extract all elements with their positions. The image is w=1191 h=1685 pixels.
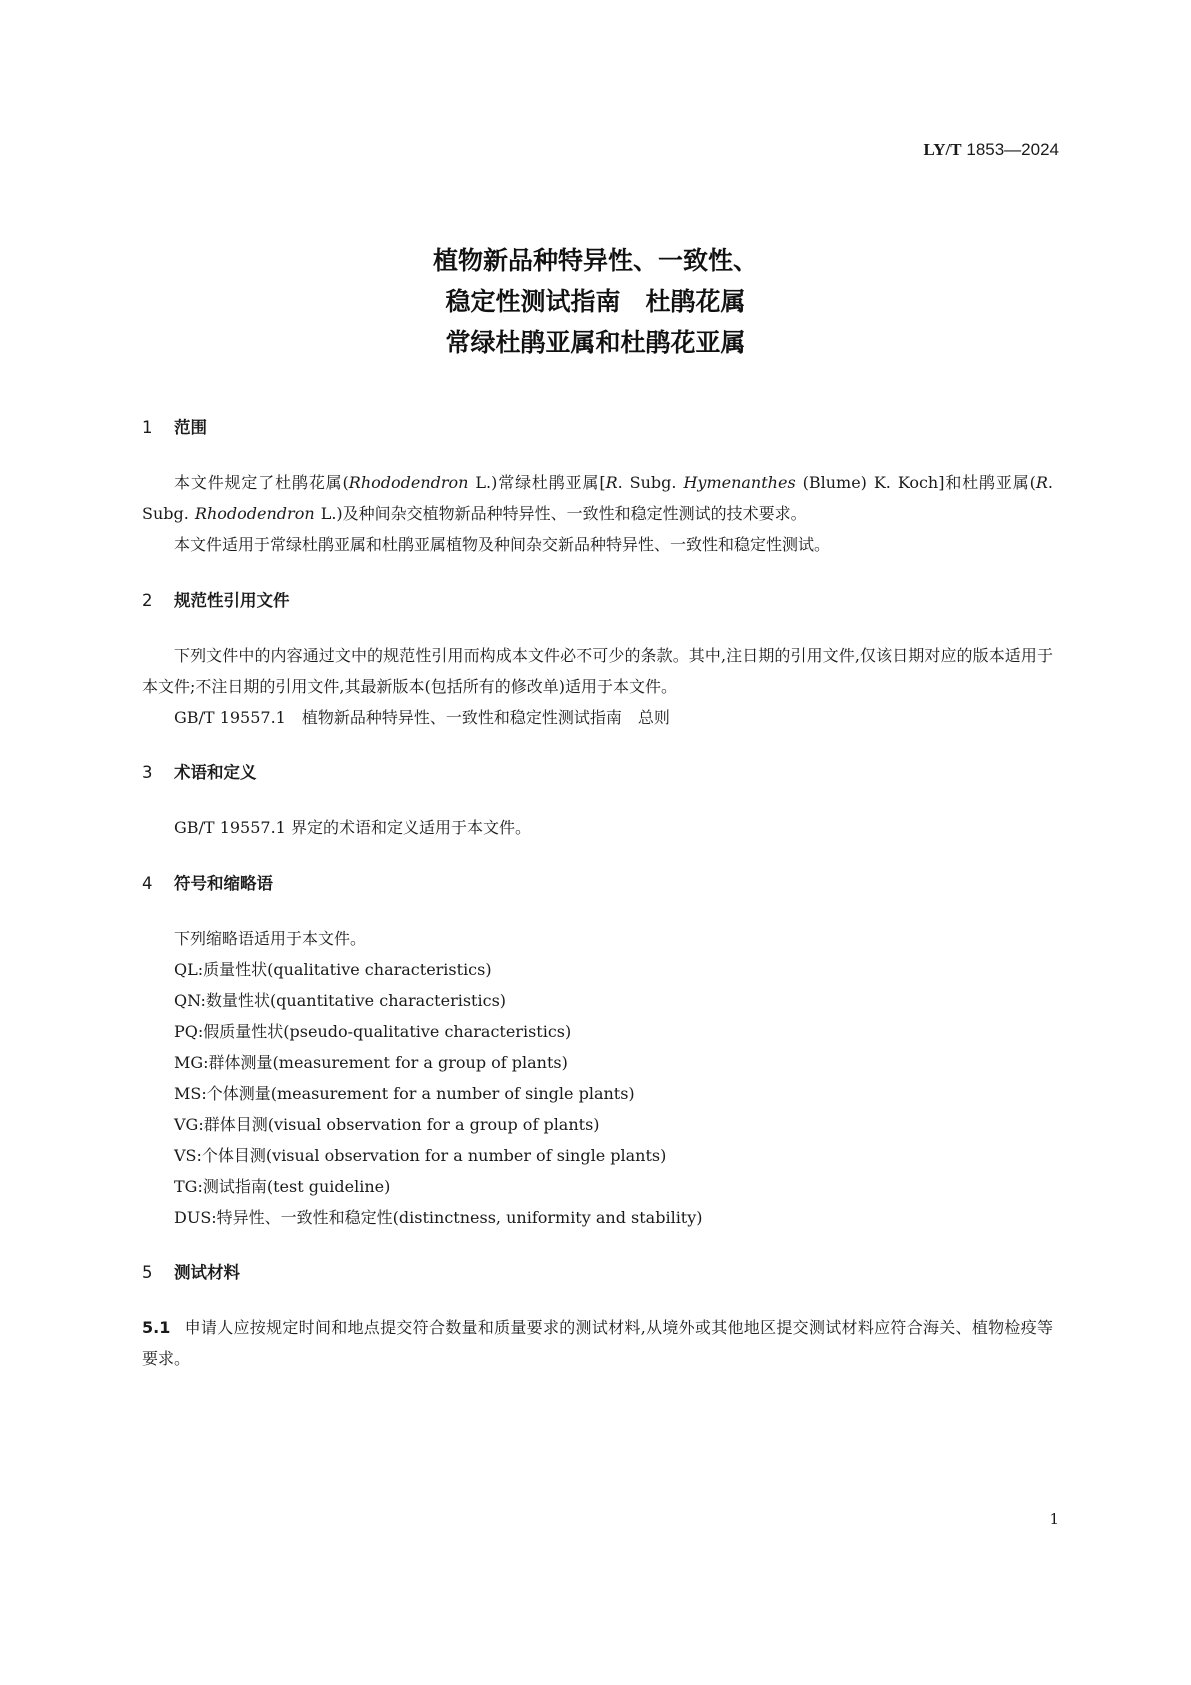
title-line-2: 稳定性测试指南 杜鹃花属 xyxy=(445,287,746,316)
section-title: 术语和定义 xyxy=(174,763,257,782)
text-run: L.)及种间杂交植物新品种特异性、一致性和稳定性测试的技术要求。 xyxy=(314,504,807,523)
text-run: (Blume) K. Koch]和杜鹃亚属( xyxy=(795,473,1036,492)
genus-abbrev: R xyxy=(605,473,618,492)
abbreviation-item: TG:测试指南(test guideline) xyxy=(174,1177,391,1196)
page-number: 1 xyxy=(1049,1510,1059,1528)
section-number: 1 xyxy=(142,418,153,437)
terms-definitions-paragraph: GB/T 19557.1 界定的术语和定义适用于本文件。 xyxy=(174,818,531,837)
section-2-heading xyxy=(142,588,1053,614)
subgenus-name: Rhododendron xyxy=(194,504,315,523)
clause-number: 5.1 xyxy=(142,1318,171,1337)
standard-code xyxy=(924,140,1060,160)
document-body xyxy=(142,415,1053,1374)
section-title: 规范性引用文件 xyxy=(174,591,290,610)
section-1-heading xyxy=(142,415,1053,441)
standard-code-prefix: LY/T xyxy=(923,140,962,159)
abbreviation-item: MS:个体测量(measurement for a number of single plants) xyxy=(174,1084,635,1103)
standard-code-number: 1853—2024 xyxy=(966,140,1059,159)
abbreviation-item: DUS:特异性、一致性和稳定性(distinctness, uniformity and stability) xyxy=(174,1208,703,1227)
text-run: . Subg. xyxy=(617,473,684,492)
scope-paragraph-1 xyxy=(142,467,1053,529)
section-number: 4 xyxy=(142,874,153,893)
text-run: 本文件规定了杜鹃花属( xyxy=(174,473,349,492)
clause-text: 申请人应按规定时间和地点提交符合数量和质量要求的测试材料,从境外或其他地区提交测试材料应符合海关、植物检疫等要求。 xyxy=(142,1318,1053,1368)
abbreviation-item: QN:数量性状(quantitative characteristics) xyxy=(174,991,507,1010)
section-number: 3 xyxy=(142,763,153,782)
normative-reference-item: GB/T 19557.1 植物新品种特异性、一致性和稳定性测试指南 总则 xyxy=(174,708,670,727)
section-number: 2 xyxy=(142,591,153,610)
normative-references-paragraph: 下列文件中的内容通过文中的规范性引用而构成本文件必不可少的条款。其中,注日期的引用文件,仅该日期对应的版本适用于本文件;不注日期的引用文件,其最新版本(包括所有的修改单)适用于本文件。 xyxy=(142,646,1053,696)
section-number: 5 xyxy=(142,1263,153,1282)
section-title: 范围 xyxy=(174,418,207,437)
genus-name: Rhododendron xyxy=(348,473,469,492)
title-line-3: 常绿杜鹃亚属和杜鹃花亚属 xyxy=(445,328,746,357)
abbreviation-item: PQ:假质量性状(pseudo-qualitative characteristics) xyxy=(174,1022,572,1041)
genus-abbrev: R xyxy=(1035,473,1048,492)
title-line-1: 植物新品种特异性、一致性、 xyxy=(432,246,758,275)
section-3-heading xyxy=(142,760,1053,786)
text-run: L.)常绿杜鹃亚属[ xyxy=(468,473,606,492)
clause-5-1 xyxy=(142,1312,1053,1374)
section-5-heading xyxy=(142,1260,1053,1286)
abbreviations-intro: 下列缩略语适用于本文件。 xyxy=(174,929,367,948)
section-4-heading xyxy=(142,871,1053,897)
text-run: . Subg. xyxy=(142,473,1053,523)
subgenus-name: Hymenanthes xyxy=(683,473,796,492)
abbreviation-item: QL:质量性状(qualitative characteristics) xyxy=(174,960,492,979)
document-title xyxy=(0,240,1191,363)
abbreviation-item: VG:群体目测(visual observation for a group of plants) xyxy=(174,1115,600,1134)
scope-paragraph-2: 本文件适用于常绿杜鹃亚属和杜鹃亚属植物及种间杂交新品种特异性、一致性和稳定性测试。 xyxy=(174,535,831,554)
abbreviation-item: VS:个体目测(visual observation for a number of single plants) xyxy=(174,1146,667,1165)
section-title: 测试材料 xyxy=(174,1263,240,1282)
section-title: 符号和缩略语 xyxy=(174,874,273,893)
abbreviation-item: MG:群体测量(measurement for a group of plants) xyxy=(174,1053,568,1072)
